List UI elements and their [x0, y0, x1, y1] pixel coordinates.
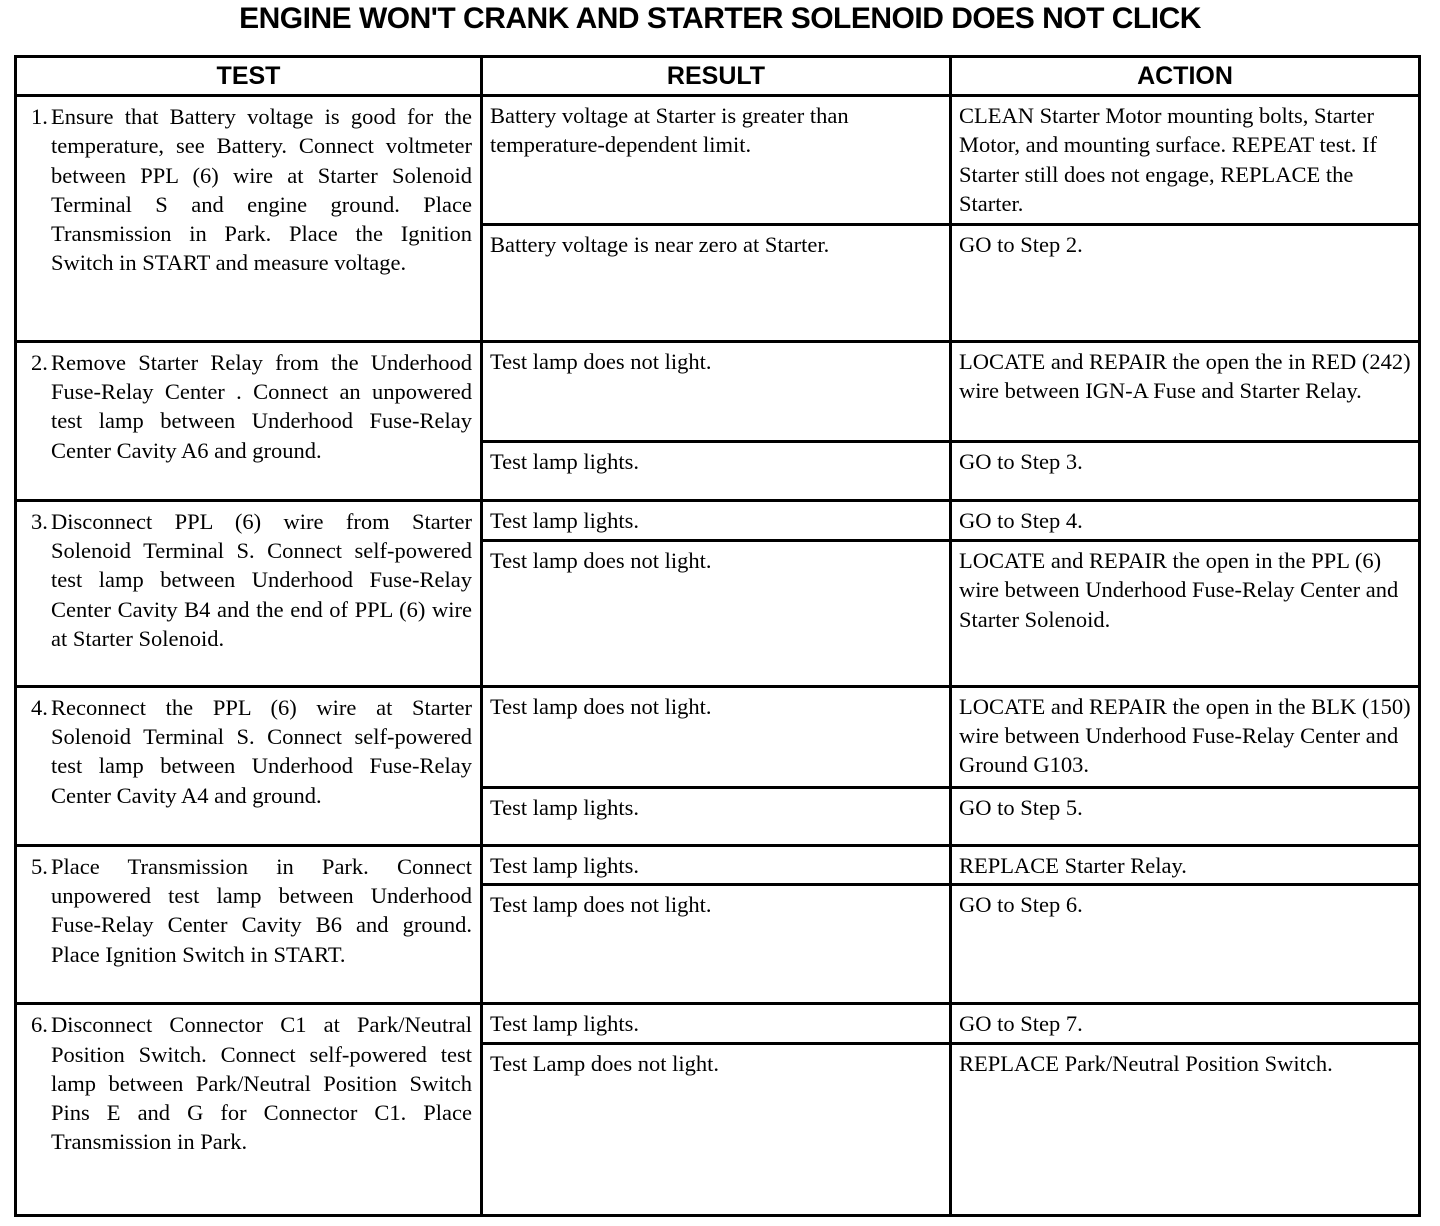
test-text	[31, 507, 472, 653]
test-cell	[16, 1004, 482, 1216]
result-cell: Test lamp does not light.	[482, 341, 951, 442]
result-cell: Test lamp lights.	[482, 500, 951, 540]
action-cell: LOCATE and REPAIR the open in the BLK (150) wire between Underhood Fuse-Relay Center and Ground G103.	[951, 686, 1420, 787]
test-instruction: Ensure that Battery voltage is good for the temperature, see Battery. Connect voltmeter between PPL (6) wire at Starter Solenoid Terminal S and engine ground. Place Transmission in Park. Place the Ignition Switch in START and measure voltage.	[51, 104, 472, 276]
header-row	[16, 57, 1420, 96]
result-cell: Battery voltage is near zero at Starter.	[482, 224, 951, 341]
step-number: 6.	[31, 1012, 48, 1038]
test-text	[31, 348, 472, 465]
result-cell: Test lamp does not light.	[482, 885, 951, 1004]
result-cell: Test lamp lights.	[482, 442, 951, 500]
table-row	[16, 341, 1420, 442]
step-number: 1.	[31, 104, 48, 129]
test-instruction: Disconnect Connector C1 at Park/Neutral Position Switch. Connect self-powered test lamp between Park/Neutral Position Switch Pins E and G for Connector C1. Place Transmission in Park.	[51, 1012, 472, 1155]
result-cell: Test lamp lights.	[482, 787, 951, 845]
action-cell: GO to Step 4.	[951, 500, 1420, 540]
test-instruction: Disconnect PPL (6) wire from Starter Solenoid Terminal S. Connect self-powered test lamp between Underhood Fuse-Relay Center Cavity B4 and the end of PPL (6) wire at Starter Solenoid.	[51, 508, 472, 651]
test-cell	[16, 845, 482, 1003]
result-cell: Test lamp lights.	[482, 845, 951, 885]
step-number: 4.	[31, 694, 48, 720]
document-title: ENGINE WON'T CRANK AND STARTER SOLENOID DOES NOT CLICK	[239, 2, 1201, 35]
step-number: 2.	[31, 349, 48, 375]
action-cell: GO to Step 5.	[951, 787, 1420, 845]
test-instruction: Remove Starter Relay from the Underhood Fuse-Relay Center . Connect an unpowered test lamp between Underhood Fuse-Relay Center Cavity A6 and ground.	[51, 349, 472, 463]
header-test: TEST	[16, 57, 482, 96]
header-action: ACTION	[951, 57, 1420, 96]
action-cell: REPLACE Starter Relay.	[951, 845, 1420, 885]
result-cell: Test Lamp does not light.	[482, 1043, 951, 1215]
test-text	[31, 693, 472, 810]
test-cell	[16, 500, 482, 686]
action-cell: GO to Step 3.	[951, 442, 1420, 500]
action-cell: CLEAN Starter Motor mounting bolts, Starter Motor, and mounting surface. REPEAT test. If Starter still does not engage, REPLACE the Starter.	[951, 96, 1420, 225]
table-row	[16, 96, 1420, 225]
test-text	[31, 1010, 472, 1156]
action-cell: GO to Step 6.	[951, 885, 1420, 1004]
action-cell: GO to Step 2.	[951, 224, 1420, 341]
action-cell: LOCATE and REPAIR the open the in RED (242) wire between IGN-A Fuse and Starter Relay.	[951, 341, 1420, 442]
step-number: 5.	[31, 853, 48, 879]
table-row	[16, 1004, 1420, 1044]
action-cell: REPLACE Park/Neutral Position Switch.	[951, 1043, 1420, 1215]
test-cell	[16, 686, 482, 845]
test-cell	[16, 96, 482, 342]
table-row	[16, 500, 1420, 540]
header-result: RESULT	[482, 57, 951, 96]
result-cell: Test lamp lights.	[482, 1004, 951, 1044]
test-instruction: Place Transmission in Park. Connect unpowered test lamp between Underhood Fuse-Relay Center Cavity B6 and ground. Place Ignition Switch in START.	[51, 853, 472, 967]
result-cell: Test lamp does not light.	[482, 540, 951, 686]
table-row	[16, 845, 1420, 885]
test-text	[31, 852, 472, 969]
action-cell: LOCATE and REPAIR the open in the PPL (6) wire between Underhood Fuse-Relay Center and Starter Solenoid.	[951, 540, 1420, 686]
table-row	[16, 686, 1420, 787]
action-cell: GO to Step 7.	[951, 1004, 1420, 1044]
result-cell: Battery voltage at Starter is greater than temperature-dependent limit.	[482, 96, 951, 225]
test-instruction: Reconnect the PPL (6) wire at Starter Solenoid Terminal S. Connect self-powered test lamp between Underhood Fuse-Relay Center Cavity A4 and ground.	[51, 694, 472, 808]
result-cell: Test lamp does not light.	[482, 686, 951, 787]
test-text	[31, 102, 472, 278]
table-body	[16, 96, 1420, 1216]
step-number: 3.	[31, 508, 48, 534]
test-cell	[16, 341, 482, 500]
diagnostic-table	[14, 55, 1421, 1217]
